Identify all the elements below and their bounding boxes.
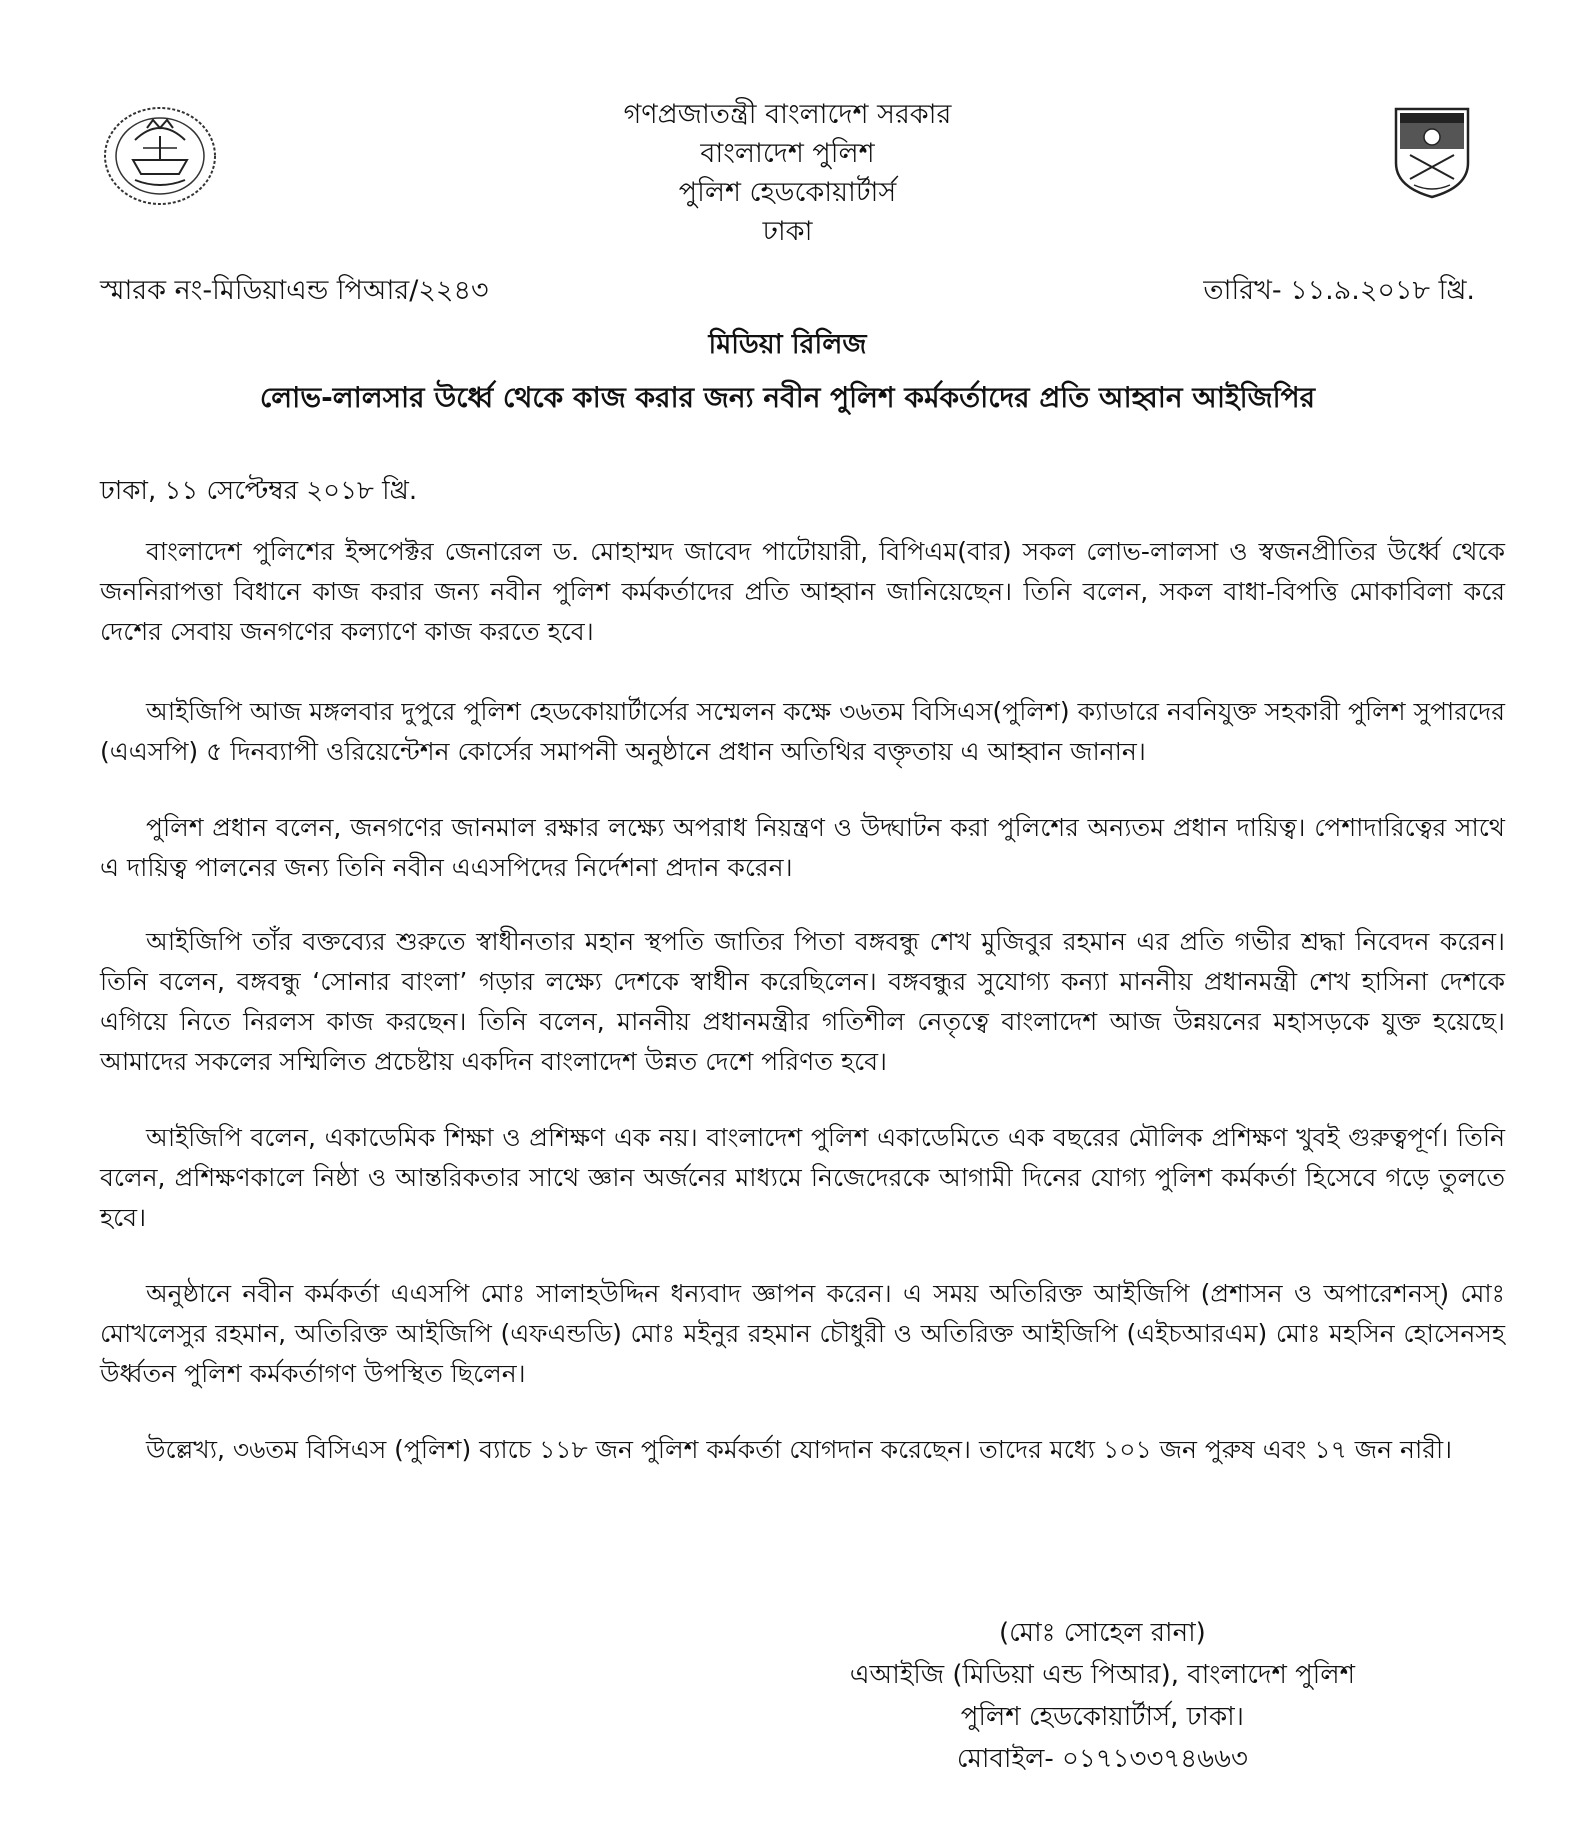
paragraph-4: আইজিপি তাঁর বক্তব্যের শুরুতে স্বাধীনতার মহান স্থপতি জাতির পিতা বঙ্গবন্ধু শেখ মুজিবুর রহমান এর প্রতি গভীর শ্রদ্ধা নিবেদন করেন। তিনি বলেন, বঙ্গবন্ধু ‘সোনার বাংলা’ গড়ার লক্ষ্যে দেশকে স্বাধীন করেছিলেন। বঙ্গবন্ধুর সুযোগ্য কন্যা মাননীয় প্রধানমন্ত্রী শেখ হাসিনা দেশকে এগিয়ে নিতে নিরলস কাজ করছেন। তিনি বলেন, মাননীয় প্রধানমন্ত্রীর গতিশীল নেতৃত্বে বাংলাদেশ আজ উন্নয়নের মহাসড়কে যুক্ত হয়েছে। আমাদের সকলের সম্মিলিত প্রচেষ্টায় একদিন বাংলাদেশ উন্নত দেশে পরিণত হবে। xyxy=(100,927,1505,1076)
document-headline: লোভ-লালসার উর্ধ্বে থেকে কাজ করার জন্য নবীন পুলিশ কর্মকর্তাদের প্রতি আহ্বান আইজিপির xyxy=(259,381,1316,414)
header-government: গণপ্রজাতন্ত্রী বাংলাদেশ সরকার xyxy=(623,99,952,130)
header-office: পুলিশ হেডকোয়ার্টার্স xyxy=(678,177,897,208)
header-organization: বাংলাদেশ পুলিশ xyxy=(700,138,875,169)
signature-block xyxy=(850,1612,1355,1780)
header-city: ঢাকা xyxy=(762,216,813,247)
paragraph-6: অনুষ্ঠানে নবীন কর্মকর্তা এএসপি মোঃ সালাহউদ্দিন ধন্যবাদ জ্ঞাপন করেন। এ সময় অতিরিক্ত আইজিপি (প্রশাসন ও অপারেশনস্) মোঃ মোখলেসুর রহমান, অতিরিক্ত আইজিপি (এফএন্ডডি) মোঃ মইনুর রহমান চৌধুরী ও অতিরিক্ত আইজিপি (এইচআরএম) মোঃ মহসিন হোসেনসহ উর্ধ্বতন পুলিশ কর্মকর্তাগণ উপস্থিত ছিলেন। xyxy=(100,1279,1505,1388)
paragraph-3: পুলিশ প্রধান বলেন, জনগণের জানমাল রক্ষার লক্ষ্যে অপরাধ নিয়ন্ত্রণ ও উদ্ঘাটন করা পুলিশের অন্যতম প্রধান দায়িত্ব। পেশাদারিত্বের সাথে এ দায়িত্ব পালনের জন্য তিনি নবীন এএসপিদের নির্দেশনা প্রদান করেন। xyxy=(100,813,1505,882)
paragraph-1: বাংলাদেশ পুলিশের ইন্সপেক্টর জেনারেল ড. মোহাম্মদ জাবেদ পাটোয়ারী, বিপিএম(বার) সকল লোভ-লালসা ও স্বজনপ্রীতির উর্ধ্বে থেকে জননিরাপত্তা বিধানে কাজ করার জন্য নবীন পুলিশ কর্মকর্তাদের প্রতি আহ্বান জানিয়েছেন। তিনি বলেন, সকল বাধা-বিপত্তি মোকাবিলা করে দেশের সেবায় জনগণের কল্যাণে কাজ করতে হবে। xyxy=(100,537,1505,646)
signatory-designation: এআইজি (মিডিয়া এন্ড পিআর), বাংলাদেশ পুলিশ xyxy=(849,1660,1355,1690)
document-subject: মিডিয়া রিলিজ xyxy=(708,329,867,360)
signatory-name: (মোঃ সোহেল রানা) xyxy=(998,1618,1206,1648)
issue-date: তারিখ- ১১.৯.২০১৮ খ্রি. xyxy=(1203,275,1475,306)
signatory-mobile: মোবাইল- ০১৭১৩৩৭৪৬৬৩ xyxy=(956,1744,1248,1774)
paragraph-5: আইজিপি বলেন, একাডেমিক শিক্ষা ও প্রশিক্ষণ এক নয়। বাংলাদেশ পুলিশ একাডেমিতে এক বছরের মৌলিক প্রশিক্ষণ খুবই গুরুত্বপূর্ণ। তিনি বলেন, প্রশিক্ষণকালে নিষ্ঠা ও আন্তরিকতার সাথে জ্ঞান অর্জনের মাধ্যমে নিজেদেরকে আগামী দিনের যোগ্য পুলিশ কর্মকর্তা হিসেবে গড়ে তুলতে হবে। xyxy=(100,1123,1505,1232)
letterhead xyxy=(0,95,1575,251)
paragraph-2: আইজিপি আজ মঙ্গলবার দুপুরে পুলিশ হেডকোয়ার্টার্সের সম্মেলন কক্ষে ৩৬তম বিসিএস(পুলিশ) ক্যাডারে নবনিযুক্ত সহকারী পুলিশ সুপারদের (এএসপি) ৫ দিনব্যাপী ওরিয়েন্টেশন কোর্সের সমাপনী অনুষ্ঠানে প্রধান অতিথির বক্তৃতায় এ আহ্বান জানান। xyxy=(100,697,1505,766)
dateline: ঢাকা, ১১ সেপ্টেম্বর ২০১৮ খ্রি. xyxy=(100,476,418,506)
memo-number: স্মারক নং-মিডিয়াএন্ড পিআর/২২৪৩ xyxy=(100,275,489,306)
paragraph-7: উল্লেখ্য, ৩৬তম বিসিএস (পুলিশ) ব্যাচে ১১৮ জন পুলিশ কর্মকর্তা যোগদান করেছেন। তাদের মধ্যে ১০১ জন পুরুষ এবং ১৭ জন নারী। xyxy=(146,1435,1453,1464)
signatory-office: পুলিশ হেডকোয়ার্টার্স, ঢাকা। xyxy=(960,1702,1244,1732)
